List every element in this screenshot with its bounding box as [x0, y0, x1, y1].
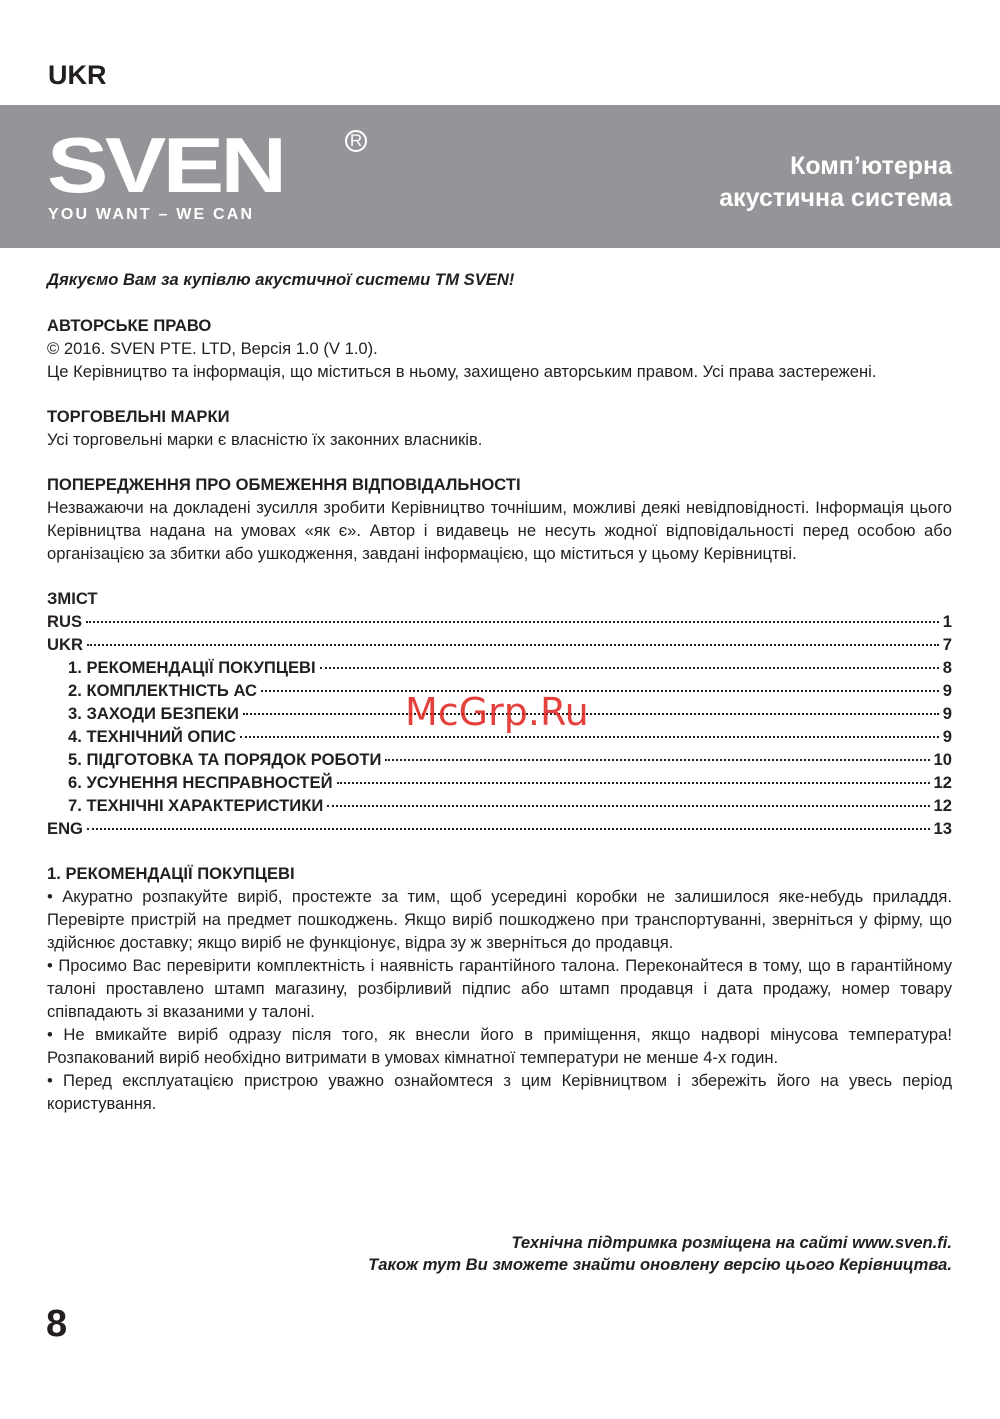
toc-page: 8: [942, 658, 952, 677]
toc-entry[interactable]: [47, 794, 952, 817]
toc-page: 12: [933, 773, 952, 792]
toc-entry[interactable]: [47, 610, 952, 633]
section-paragraph: Це Керівництво та інформація, що міститься в ньому, захищено авторським правом. Усі права застережені.: [47, 362, 877, 381]
section-title: ТОРГОВЕЛЬНІ МАРКИ: [47, 407, 230, 426]
toc-label: 4. ТЕХНІЧНИЙ ОПИС: [68, 727, 237, 746]
toc-entry[interactable]: [47, 748, 952, 771]
toc-label: ENG: [47, 819, 83, 838]
registered-mark: R: [345, 130, 367, 152]
toc-label: 2. КОМПЛЕКТНІСТЬ АС: [68, 681, 258, 700]
toc-dot-leader: [261, 690, 939, 692]
toc-title: ЗМІСТ: [47, 589, 98, 608]
support-line1: Технічна підтримка розміщена на сайті www.sven.fi.: [511, 1233, 952, 1252]
toc-page: 9: [942, 727, 952, 746]
toc-label: 7. ТЕХНІЧНІ ХАРАКТЕРИСТИКИ: [68, 796, 324, 815]
section-paragraph: Усі торговельні марки є власністю їх законних власників.: [47, 430, 483, 449]
toc-dot-leader: [86, 621, 939, 623]
toc-entry[interactable]: [47, 656, 952, 679]
recommendation-bullet: • Не вмикайте виріб одразу після того, як внесли його в приміщення, якщо надворі мінусова температура! Розпакований виріб необхідно витримати в умовах кімнатної температури не менше 4-х годин.: [47, 1025, 952, 1067]
support-note: [368, 1232, 952, 1276]
language-code: UKR: [48, 60, 107, 90]
support-line2: Також тут Ви зможете знайти оновлену версію цього Керівництва.: [368, 1255, 952, 1274]
section: [47, 314, 952, 383]
recommendation-bullet: • Перед експлуатацією пристрою уважно ознайомтеся з цим Керівництвом і збережіть його на увесь період користування.: [47, 1071, 952, 1113]
toc-entry[interactable]: [47, 771, 952, 794]
toc-label: 5. ПІДГОТОВКА ТА ПОРЯДОК РОБОТИ: [68, 750, 382, 769]
watermark: McGrp.Ru: [405, 690, 589, 734]
toc-dot-leader: [87, 644, 939, 646]
section: [47, 405, 952, 451]
toc-dot-leader: [240, 736, 939, 738]
toc-dot-leader: [337, 782, 930, 784]
recommendation-bullet: • Акуратно розпакуйте виріб, простежте за тим, щоб усередині коробки не залишилося яке-небудь приладдя. Перевірте пристрій на предмет пошкоджень. Якщо виріб пошкоджено при транспортуванні, зверніться у фірму, що здійснює доставку; якщо виріб не функціонує, відра зу ж зверніться до продавця.: [47, 887, 952, 952]
recommendation-bullet: • Просимо Вас перевірити комплектність і наявність гарантійного талона. Переконайтеся в тому, що в гарантійному талоні проставлено штамп магазину, розбірливий підпис або штамп продавця і дата продажу, номер товару співпадають зі вказаними у талоні.: [47, 956, 952, 1021]
toc-label: UKR: [47, 635, 83, 654]
section-title: АВТОРСЬКЕ ПРАВО: [47, 316, 212, 335]
toc-page: 9: [942, 704, 952, 723]
section-title: ПОПЕРЕДЖЕННЯ ПРО ОБМЕЖЕННЯ ВІДПОВІДАЛЬНОСТІ: [47, 475, 521, 494]
toc-label: 6. УСУНЕННЯ НЕСПРАВНОСТЕЙ: [68, 773, 333, 792]
thanks-line: Дякуємо Вам за купівлю акустичної системи ТМ SVEN!: [47, 270, 515, 289]
toc-page: 13: [933, 819, 952, 838]
recommendations-section: [47, 862, 952, 1115]
toc-label: 3. ЗАХОДИ БЕЗПЕКИ: [68, 704, 239, 723]
toc-dot-leader: [320, 667, 939, 669]
toc-page: 7: [942, 635, 952, 654]
section: [47, 473, 952, 565]
toc-dot-leader: [243, 713, 939, 715]
product-title-line2: акустична система: [719, 184, 952, 212]
sven-logo: SVEN: [47, 121, 284, 209]
toc-entry[interactable]: [47, 633, 952, 656]
toc-dot-leader: [327, 805, 929, 807]
toc-label: 1. РЕКОМЕНДАЦІЇ ПОКУПЦЕВІ: [68, 658, 316, 677]
toc-dot-leader: [385, 759, 929, 761]
section-paragraph: Незважаючи на докладені зусилля зробити Керівництво точнішим, можливі деякі невідповідності. Інформація цього Керівництва надана на умовах «як є». Автор і видавець не несуть жодної відповідальності перед особою або організацією за збитки або ушкодження, завдані інформацією, що міститься у цьому Керівництві.: [47, 498, 952, 563]
toc-entry[interactable]: [47, 817, 952, 840]
slogan: YOU WANT – WE CAN: [48, 206, 255, 223]
toc-page: 9: [942, 681, 952, 700]
toc-dot-leader: [87, 828, 930, 830]
toc-page: 1: [942, 612, 952, 631]
product-title: [719, 150, 952, 214]
toc-page: 12: [933, 796, 952, 815]
toc-label: RUS: [47, 612, 83, 631]
page-number: 8: [46, 1303, 68, 1345]
section-paragraph: © 2016. SVEN PTE. LTD, Версія 1.0 (V 1.0).: [47, 339, 378, 358]
toc-page: 10: [933, 750, 952, 769]
recommendations-title: 1. РЕКОМЕНДАЦІЇ ПОКУПЦЕВІ: [47, 864, 295, 883]
product-title-line1: Комп’ютерна: [790, 152, 952, 180]
